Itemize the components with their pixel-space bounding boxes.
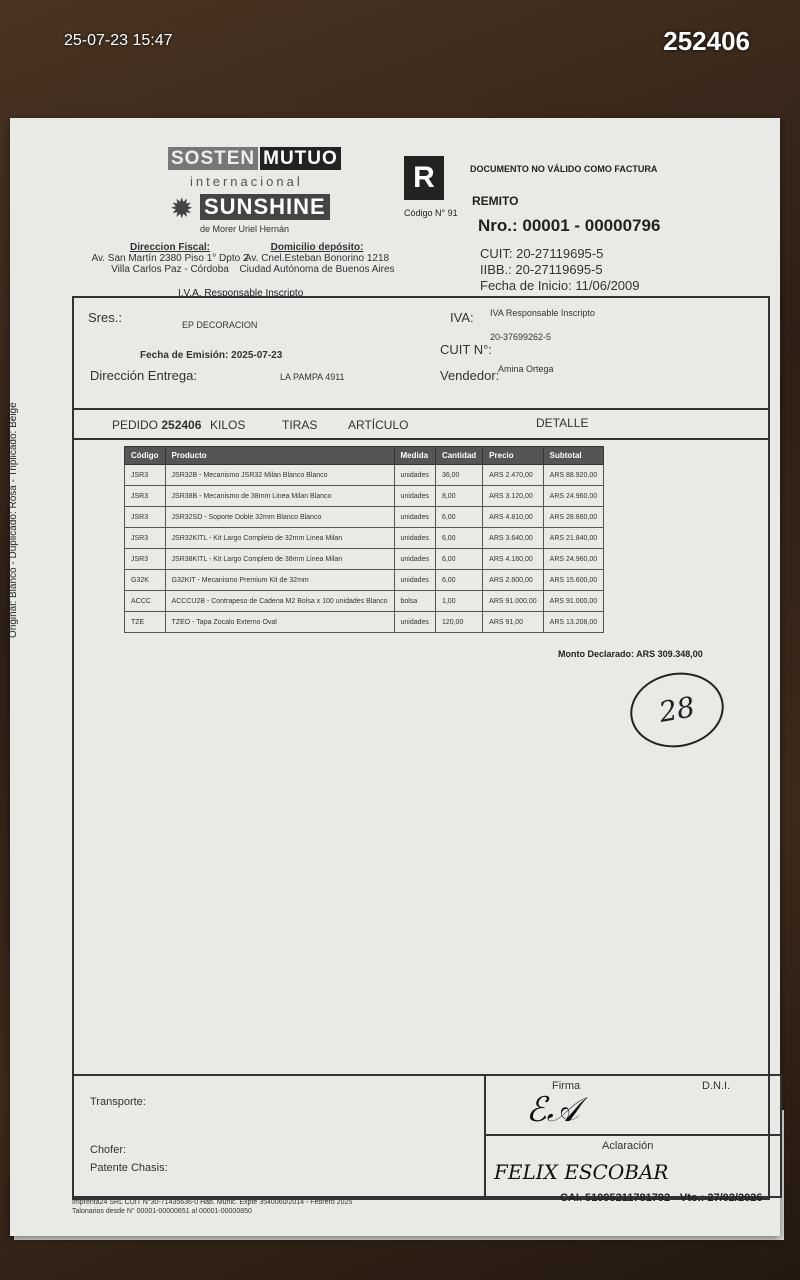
seller-label: Vendedor: <box>440 368 500 383</box>
signature-name: FELIX ESCOBAR <box>494 1160 669 1184</box>
table-cell: TZE <box>125 612 166 633</box>
plate-label: Patente Chasis: <box>90 1162 168 1174</box>
table-header-cell: Medida <box>394 447 435 465</box>
cuit-value: 20-37699262-5 <box>490 332 552 342</box>
table-row <box>125 591 604 612</box>
table-cell: JSR3 <box>125 486 166 507</box>
table-row <box>125 570 604 591</box>
kilos-label: KILOS <box>210 418 246 432</box>
footer-box <box>72 1074 782 1198</box>
remito-document <box>10 118 780 1236</box>
table-cell: ARS 91.000,00 <box>483 591 543 612</box>
sres-label: Sres.: <box>88 310 122 325</box>
signature-scrawl: ℰ𝒜 <box>526 1090 579 1130</box>
logo-internacional: internacional <box>190 174 303 189</box>
logo-sunshine: SUNSHINE <box>200 194 330 220</box>
table-cell: JSR32SD - Soporte Doble 32mm Blanco Blanco <box>165 507 394 528</box>
document-letter: R <box>404 156 444 200</box>
cuit-label: CUIT N°: <box>440 342 492 357</box>
tiras-label: TIRAS <box>282 418 318 432</box>
table-header-cell: Precio <box>483 447 543 465</box>
table-cell: ARS 2.600,00 <box>483 570 543 591</box>
table-cell: JSR38KITL - Kit Largo Completo de 38mm Linea Milan <box>165 549 394 570</box>
document-number: Nro.: 00001 - 00000796 <box>478 216 661 235</box>
fiscal-address: Direccion Fiscal: Av. San Martín 2380 Piso 1° Dpto 2 Villa Carlos Paz - Córdoba <box>91 242 249 275</box>
not-valid-notice: DOCUMENTO NO VÁLIDO COMO FACTURA <box>470 164 658 174</box>
aclaracion-label: Aclaración <box>602 1140 654 1152</box>
table-cell: unidades <box>394 486 435 507</box>
dni-label: D.N.I. <box>702 1080 731 1092</box>
table-cell: unidades <box>394 612 435 633</box>
driver-label: Chofer: <box>90 1144 127 1156</box>
iva-value: IVA Responsable Inscripto <box>490 308 595 318</box>
table-cell: JSR32KITL - Kit Largo Completo de 32mm Linea Milan <box>165 528 394 549</box>
photo-timestamp: 25-07-23 15:47 <box>64 32 173 49</box>
table-row <box>125 549 604 570</box>
sun-icon: ✹ <box>170 193 194 224</box>
table-cell: JSR32B - Mecanismo JSR32 Milan Blanco Blanco <box>165 465 394 486</box>
table-row <box>125 465 604 486</box>
table-cell: ARS 24.960,00 <box>543 486 603 507</box>
table-cell: ARS 28.860,00 <box>543 507 603 528</box>
seller-value: Amina Ortega <box>498 364 554 374</box>
table-cell: unidades <box>394 507 435 528</box>
table-cell: ARS 91,00 <box>483 612 543 633</box>
table-cell: 6,00 <box>435 507 482 528</box>
table-cell: JSR38B - Mecanismo de 38mm Linea Milan Blanco <box>165 486 394 507</box>
declared-amount: Monto Declarado: ARS 309.348,00 <box>558 649 703 659</box>
table-cell: 8,00 <box>435 486 482 507</box>
table-cell: G32K <box>125 570 166 591</box>
table-cell: ARS 15.600,00 <box>543 570 603 591</box>
table-cell: unidades <box>394 465 435 486</box>
table-cell: G32KIT - Mecanismo Premium Kit de 32mm <box>165 570 394 591</box>
cai-number: CAI. 51095211781792 - Vto.: 27/02/2026 <box>560 1192 763 1204</box>
table-header-cell: Subtotal <box>543 447 603 465</box>
table-cell: ARS 13.208,00 <box>543 612 603 633</box>
table-cell: 120,00 <box>435 612 482 633</box>
table-cell: ARS 88.920,00 <box>543 465 603 486</box>
deposit-address: Domicilio depósito: Av. Cnel.Esteban Bonorino 1218 Ciudad Autónoma de Buenos Aires <box>239 242 395 275</box>
table-cell: 6,00 <box>435 528 482 549</box>
table-header-cell: Producto <box>165 447 394 465</box>
iva-label: IVA: <box>450 310 474 325</box>
table-cell: 36,00 <box>435 465 482 486</box>
table-cell: ARS 3.120,00 <box>483 486 543 507</box>
firma-label: Firma <box>552 1080 581 1092</box>
table-cell: ARS 2.470,00 <box>483 465 543 486</box>
table-row <box>125 486 604 507</box>
table-row <box>125 528 604 549</box>
table-cell: TZEO - Tapa Zocalo Externo Oval <box>165 612 394 633</box>
table-row <box>125 507 604 528</box>
table-cell: 1,00 <box>435 591 482 612</box>
document-type: REMITO <box>472 194 519 208</box>
table-cell: JSR3 <box>125 549 166 570</box>
table-cell: ARS 4.160,00 <box>483 549 543 570</box>
table-cell: ARS 3.640,00 <box>483 528 543 549</box>
copy-colors-note: Original: Blanco - Duplicado: Rosa - Triplicado: Beige <box>8 402 19 638</box>
items-table <box>124 446 604 633</box>
table-cell: unidades <box>394 528 435 549</box>
issuer-cuit: CUIT: 20-27119695-5 <box>480 246 604 261</box>
transport-label: Transporte: <box>90 1096 146 1108</box>
table-header-cell: Cantidad <box>435 447 482 465</box>
table-cell: JSR3 <box>125 465 166 486</box>
circled-annotation: 28 <box>624 665 729 754</box>
document-code: Código N° 91 <box>404 208 458 218</box>
table-cell: bolsa <box>394 591 435 612</box>
logo-sosten-mutuo: SOSTEN MUTUO <box>168 148 341 170</box>
photo-doc-id: 252406 <box>663 26 750 56</box>
logo-owner: de Morer Uriel Hernán <box>200 224 290 234</box>
table-cell: 6,00 <box>435 549 482 570</box>
issuer-iibb: IIBB.: 20-27119695-5 <box>480 262 603 277</box>
signature-area <box>484 1076 782 1196</box>
delivery-address-value: LA PAMPA 4911 <box>280 372 345 382</box>
table-cell: ARS 24.960,00 <box>543 549 603 570</box>
start-date: Fecha de Inicio: 11/06/2009 <box>480 278 640 293</box>
table-cell: unidades <box>394 570 435 591</box>
articulo-label: ARTÍCULO <box>348 418 409 432</box>
iva-condition: I.V.A. Responsable Inscripto <box>178 288 304 299</box>
issue-date: Fecha de Emisión: 2025-07-23 <box>140 350 283 361</box>
table-cell: ARS 4.810,00 <box>483 507 543 528</box>
table-header-cell: Código <box>125 447 166 465</box>
table-cell: unidades <box>394 549 435 570</box>
pedido-label: PEDIDO 252406 <box>112 418 202 432</box>
table-cell: ARS 21.840,00 <box>543 528 603 549</box>
table-row <box>125 612 604 633</box>
sres-value: EP DECORACION <box>182 320 258 330</box>
delivery-address-label: Dirección Entrega: <box>90 368 197 383</box>
table-cell: JSR3 <box>125 528 166 549</box>
table-cell: ACCC <box>125 591 166 612</box>
detalle-label: DETALLE <box>536 416 589 430</box>
printer-info: Imprenta24 SRL CUIT N°30-71435636-0 Hab. Munic. Expte 3540060/2014 - Febrero 2025 Talonarios desde N° 00001-00000651 al 00001-00000850 <box>72 1199 353 1215</box>
table-cell: ARS 91.000,00 <box>543 591 603 612</box>
table-cell: 6,00 <box>435 570 482 591</box>
table-cell: JSR3 <box>125 507 166 528</box>
table-cell: ACCCU2B - Contrapeso de Cadena M2 Bolsa x 100 unidades Blanco <box>165 591 394 612</box>
